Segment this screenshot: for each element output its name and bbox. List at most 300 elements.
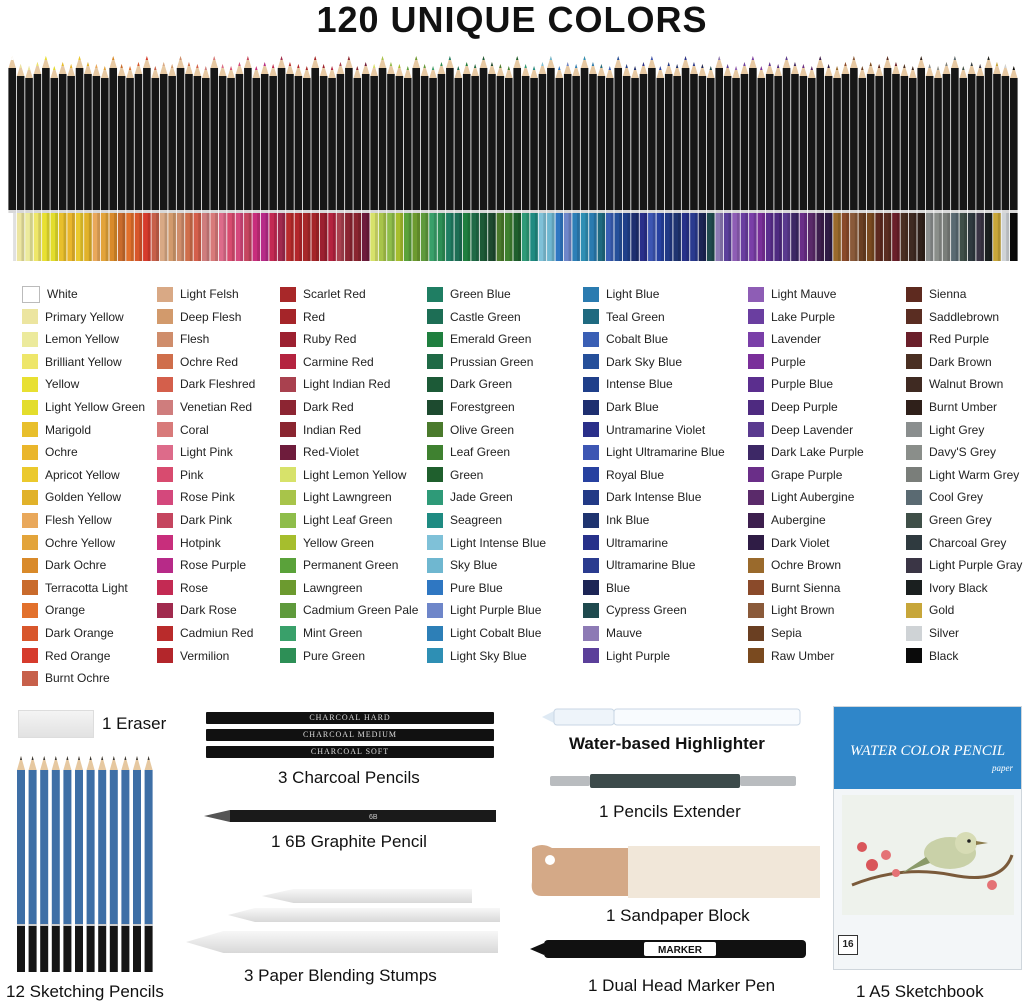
color-swatch-item: [280, 283, 366, 305]
color-swatch-item: [906, 622, 959, 644]
color-name: Light Purple Blue: [450, 603, 542, 618]
color-chip: [748, 354, 764, 369]
color-name: Light Brown: [771, 603, 835, 618]
color-swatch-item: [157, 645, 229, 667]
colored-pencil: [421, 64, 429, 261]
colored-pencil: [699, 64, 707, 261]
color-chip: [280, 354, 296, 369]
color-chip: [906, 377, 922, 392]
color-chip: [280, 626, 296, 641]
color-swatch-item: [22, 532, 115, 554]
colored-pencil: [665, 62, 673, 261]
color-chip: [906, 467, 922, 482]
color-chip: [157, 626, 173, 641]
color-swatch-item: [427, 328, 531, 350]
color-chip: [157, 354, 173, 369]
color-swatch-item: [280, 351, 374, 373]
color-name: Light Ultramarine Blue: [606, 445, 725, 460]
sketching-pencil: [145, 756, 153, 972]
color-swatch-item: [748, 464, 842, 486]
color-name: Light Grey: [929, 422, 985, 437]
color-name: Lawngreen: [303, 580, 363, 595]
colored-pencil: [825, 64, 833, 261]
color-swatch-item: [427, 577, 503, 599]
colored-pencil: [976, 64, 984, 261]
colored-pencil: [943, 62, 951, 261]
color-swatch-item: [427, 441, 510, 463]
color-name: Rose: [180, 580, 209, 595]
color-chip: [427, 535, 443, 550]
color-swatch-item: [427, 486, 513, 508]
colored-pencil: [842, 62, 850, 261]
color-chip: [906, 558, 922, 573]
color-name: Light Blue: [606, 287, 660, 301]
color-chip: [22, 603, 38, 618]
color-chip: [157, 287, 173, 302]
color-chip: [427, 513, 443, 528]
colored-pencil: [126, 66, 134, 261]
color-name: Cadmiun Red: [180, 626, 254, 640]
eraser-label: 1 Eraser: [102, 714, 167, 733]
colored-pencil: [926, 64, 934, 261]
colored-pencil: [93, 64, 101, 261]
colored-pencil: [67, 64, 75, 261]
colored-pencil: [362, 62, 370, 261]
color-chip: [906, 603, 922, 618]
color-chip: [157, 400, 173, 415]
color-chip: [748, 580, 764, 595]
color-swatch-item: [427, 419, 514, 441]
colored-pencil: [648, 56, 656, 261]
color-name: Sepia: [771, 626, 802, 640]
sketching-pencil: [110, 756, 118, 972]
color-swatch-item: [583, 306, 665, 328]
color-chip: [748, 309, 764, 324]
colored-pencil: [858, 66, 866, 261]
colored-pencil: [850, 56, 858, 261]
sketchbook-sheet-count: 16: [838, 935, 858, 955]
color-name: Light Aubergine: [771, 490, 855, 505]
colored-pencil: [564, 62, 572, 261]
colored-pencil: [741, 62, 749, 261]
color-swatch-item: [906, 306, 999, 328]
color-chip: [427, 580, 443, 595]
colored-pencil: [513, 56, 521, 261]
color-swatch-item: [583, 419, 705, 441]
color-chip: [583, 535, 599, 550]
blending-stumps-label: 3 Paper Blending Stumps: [244, 966, 437, 985]
color-name: Emerald Green: [450, 332, 532, 347]
colored-pencil: [151, 66, 159, 261]
color-name: Teal Green: [606, 309, 665, 324]
color-swatch-item: [157, 373, 255, 395]
color-name: Carmine Red: [303, 354, 374, 369]
color-name: Mauve: [606, 626, 643, 640]
color-swatch-item: [906, 328, 989, 350]
color-chip: [748, 558, 764, 573]
pencil-extender-label: 1 Pencils Extender: [599, 802, 741, 821]
highlighter-label: Water-based Highlighter: [569, 734, 765, 753]
sandpaper-block-label: 1 Sandpaper Block: [606, 906, 750, 925]
colored-pencil: [833, 66, 841, 261]
colored-pencil: [446, 56, 454, 261]
colored-pencil: [244, 56, 252, 261]
color-chip: [906, 513, 922, 528]
colored-pencil: [412, 56, 420, 261]
colored-pencil: [328, 66, 336, 261]
colored-pencil: [387, 62, 395, 261]
colored-pencil: [522, 64, 530, 261]
colored-pencil: [42, 56, 50, 261]
color-chip: [583, 400, 599, 415]
color-swatch-item: [748, 396, 838, 418]
color-swatch-item: [157, 396, 252, 418]
color-swatch-item: [906, 645, 958, 667]
color-chip: [157, 580, 173, 595]
color-swatch-item: [157, 441, 233, 463]
color-chip: [583, 354, 599, 369]
color-chip: [583, 445, 599, 460]
color-name: Aubergine: [771, 513, 826, 527]
color-name: Hotpink: [180, 535, 221, 550]
color-swatch-item: [906, 532, 1006, 554]
charcoal-pencil-medium: CHARCOAL MEDIUM: [206, 729, 494, 741]
color-chip: [906, 580, 922, 595]
color-swatch-item: [427, 396, 515, 418]
color-name: Permanent Green: [303, 558, 399, 573]
color-chip: [583, 513, 599, 528]
colored-pencil: [278, 56, 286, 261]
colored-pencil: [631, 66, 639, 261]
color-name: Intense Blue: [606, 377, 673, 392]
colored-pencil: [791, 62, 799, 261]
colored-pencil: [783, 56, 791, 261]
color-chip: [280, 648, 296, 663]
colored-pencil: [606, 66, 614, 261]
color-name: Dark Lake Purple: [771, 445, 864, 460]
color-name: Blue: [606, 580, 631, 595]
color-name: Marigold: [45, 422, 92, 437]
color-name: Pure Blue: [450, 580, 503, 595]
color-name: Golden Yellow: [45, 490, 122, 505]
color-chip: [427, 332, 443, 347]
color-name: Cobalt Blue: [606, 332, 669, 347]
colored-pencil: [993, 62, 1001, 261]
color-swatch-item: [906, 464, 1019, 486]
color-swatch-item: [906, 509, 992, 531]
color-name: Dark Pink: [180, 513, 233, 527]
color-name: Ochre: [45, 445, 78, 460]
colored-pencil: [555, 66, 563, 261]
color-chip: [157, 513, 173, 528]
color-swatch-item: [748, 419, 853, 441]
pencil-extender: [550, 772, 796, 790]
color-name: Yellow Green: [303, 535, 374, 550]
sketching-pencil: [29, 756, 37, 972]
colored-pencil: [471, 64, 479, 261]
colored-pencil: [623, 64, 631, 261]
colored-pencil: [682, 56, 690, 261]
colored-pencil: [34, 62, 42, 261]
color-swatch-item: [906, 396, 997, 418]
color-chip: [22, 490, 38, 505]
color-swatch-item: [583, 577, 630, 599]
color-swatch-item: [22, 486, 121, 508]
color-name: Light Leaf Green: [303, 513, 393, 527]
color-swatch-item: [22, 373, 79, 395]
color-swatch-item: [22, 441, 78, 463]
color-swatch-item: [748, 306, 835, 328]
color-name: Dark Rose: [180, 603, 237, 618]
color-chip: [157, 490, 173, 505]
color-name: Cypress Green: [606, 603, 687, 618]
colored-pencil: [547, 56, 555, 261]
color-swatch-item: [280, 328, 356, 350]
colored-pencil: [757, 66, 765, 261]
color-swatch-item: [157, 509, 232, 531]
color-swatch-item: [906, 351, 992, 373]
color-chip: [583, 648, 599, 663]
color-name: Light Lemon Yellow: [303, 467, 407, 482]
color-name: Venetian Red: [180, 400, 253, 414]
color-name: Grape Purple: [771, 467, 843, 482]
color-chip: [906, 309, 922, 324]
color-swatch-item: [280, 532, 374, 554]
colored-pencil: [909, 66, 917, 261]
color-name: Light Sky Blue: [450, 648, 527, 663]
color-name: Light Purple: [606, 648, 671, 663]
color-swatch-item: [22, 419, 91, 441]
color-swatch-item: [427, 599, 541, 621]
colored-pencil: [337, 62, 345, 261]
svg-text:6B: 6B: [369, 814, 378, 821]
color-name: Sienna: [929, 287, 967, 301]
colored-pencil: [438, 62, 446, 261]
color-swatch-item: [157, 599, 237, 621]
colored-pencil: [530, 66, 538, 261]
color-chip: [22, 286, 40, 303]
color-chip: [157, 422, 173, 437]
color-swatch-item: [280, 306, 325, 328]
color-chip: [906, 445, 922, 460]
colored-pencil: [505, 66, 513, 261]
colored-pencil: [934, 66, 942, 261]
colored-pencil: [143, 56, 151, 261]
color-chip: [748, 513, 764, 528]
color-swatch-item: [906, 373, 1003, 395]
color-chip: [280, 309, 296, 324]
color-name: Ink Blue: [606, 513, 650, 527]
blending-stump-2: [228, 908, 500, 922]
colored-pencil: [295, 64, 303, 261]
color-swatch-item: [583, 645, 670, 667]
color-name: Primary Yellow: [45, 309, 124, 324]
color-swatch-item: [427, 351, 533, 373]
color-name: Light Pink: [180, 445, 233, 460]
colored-pencil: [50, 66, 58, 261]
colored-pencil: [353, 66, 361, 261]
colored-pencil: [59, 62, 67, 261]
color-name: Prussian Green: [450, 354, 534, 369]
colored-pencil: [1010, 66, 1018, 261]
color-swatch-item: [583, 486, 701, 508]
colored-pencil: [185, 62, 193, 261]
color-swatch-item: [583, 622, 642, 644]
colored-pencil: [808, 66, 816, 261]
color-swatch-item: [22, 509, 112, 531]
color-name: Rose Purple: [180, 558, 247, 573]
colored-pencil: [370, 64, 378, 261]
colored-pencil: [8, 56, 16, 261]
sketching-pencil: [87, 756, 95, 972]
color-chip: [906, 332, 922, 347]
color-name: Burnt Ochre: [45, 671, 110, 686]
colored-pencil: [800, 64, 808, 261]
color-name: Ultramarine: [606, 535, 669, 550]
color-name: Dark Intense Blue: [606, 490, 702, 505]
color-chip: [280, 377, 296, 392]
color-chip: [280, 287, 296, 302]
color-name: Light Yellow Green: [45, 400, 146, 414]
color-swatch-item: [427, 306, 521, 328]
colored-pencil: [429, 66, 437, 261]
color-chip: [280, 467, 296, 482]
color-swatch-item: [280, 599, 418, 621]
color-chip: [583, 467, 599, 482]
colored-pencil: [488, 62, 496, 261]
color-name: Ochre Brown: [771, 558, 842, 573]
color-chip: [583, 558, 599, 573]
color-name: Red Orange: [45, 648, 111, 663]
color-name: Light Lawngreen: [303, 490, 392, 505]
color-name: Walnut Brown: [929, 377, 1004, 392]
colored-pencil: [640, 62, 648, 261]
color-name: Ultramarine Blue: [606, 558, 696, 573]
color-name: Light Purple Gray: [929, 558, 1023, 573]
color-name: Deep Lavender: [771, 422, 854, 437]
color-name: Dark Fleshred: [180, 377, 256, 392]
color-chip: [427, 648, 443, 663]
color-name: Deep Purple: [771, 400, 838, 414]
color-name: Coral: [180, 422, 209, 437]
color-chip: [583, 626, 599, 641]
colored-pencil: [194, 64, 202, 261]
color-chip: [906, 626, 922, 641]
colored-pencil: [76, 56, 84, 261]
color-swatch-item: [157, 328, 209, 350]
color-name: Yellow: [45, 377, 80, 392]
color-chip: [22, 535, 38, 550]
graphite-pencil-label: 1 6B Graphite Pencil: [271, 832, 427, 851]
colored-pencil: [227, 66, 235, 261]
sketchbook: [833, 706, 1022, 970]
color-swatch-item: [280, 645, 365, 667]
colored-pencil: [463, 62, 471, 261]
color-chip: [427, 626, 443, 641]
color-chip: [22, 332, 38, 347]
colored-pencil: [724, 64, 732, 261]
color-name: Light Mauve: [771, 287, 837, 301]
color-name: Ivory Black: [929, 580, 988, 595]
color-name: Pure Green: [303, 648, 366, 663]
color-swatch-item: [22, 599, 85, 621]
colored-pencil: [917, 56, 925, 261]
colored-pencil: [589, 62, 597, 261]
color-swatch-item: [280, 577, 362, 599]
color-name: Raw Umber: [771, 648, 835, 663]
colored-pencil: [707, 66, 715, 261]
color-name: Leaf Green: [450, 445, 511, 460]
color-swatch-item: [157, 464, 203, 486]
color-swatch-item: [748, 645, 834, 667]
charcoal-pencils-label: 3 Charcoal Pencils: [278, 768, 420, 787]
color-swatch-item: [748, 373, 833, 395]
colored-pencil: [572, 64, 580, 261]
color-swatch-item: [583, 396, 659, 418]
color-chip: [22, 513, 38, 528]
color-name: Davy'S Grey: [929, 445, 996, 460]
colored-pencil: [160, 62, 168, 261]
colored-pencil: [816, 56, 824, 261]
colored-pencil: [404, 66, 412, 261]
color-chip: [583, 422, 599, 437]
color-chip: [22, 309, 38, 324]
color-chip: [748, 467, 764, 482]
colored-pencil: [892, 62, 900, 261]
colored-pencil: [303, 66, 311, 261]
color-swatch-item: [157, 486, 235, 508]
color-chip: [427, 558, 443, 573]
color-name: Gold: [929, 603, 955, 618]
color-chip: [906, 422, 922, 437]
color-swatch-item: [748, 554, 841, 576]
color-swatch-item: [427, 373, 512, 395]
color-swatch-item: [22, 396, 145, 418]
color-swatch-item: [583, 509, 649, 531]
color-swatch-item: [583, 351, 682, 373]
colored-pencil: [210, 56, 218, 261]
color-chip: [583, 287, 599, 302]
color-name: Ochre Red: [180, 354, 239, 369]
colored-pencil: [135, 62, 143, 261]
color-chip: [748, 377, 764, 392]
colored-pencil: [25, 66, 33, 261]
colored-pencil: [202, 66, 210, 261]
highlighter: [542, 706, 804, 728]
color-chip: [906, 490, 922, 505]
svg-text:MARKER: MARKER: [658, 945, 702, 956]
color-chip: [748, 490, 764, 505]
color-swatch-item: [583, 464, 664, 486]
color-name: Burnt Sienna: [771, 580, 841, 595]
color-swatch-item: [427, 554, 497, 576]
color-swatch-item: [748, 328, 821, 350]
colored-pencil: [109, 56, 117, 261]
colored-pencil: [311, 56, 319, 261]
color-chip: [427, 287, 443, 302]
color-name: Red Purple: [929, 332, 990, 347]
colored-pencil: [959, 66, 967, 261]
color-chip: [748, 535, 764, 550]
color-name: Sky Blue: [450, 558, 498, 573]
sketching-pencil: [17, 756, 25, 972]
color-swatch-item: [280, 441, 359, 463]
color-name: Flesh: [180, 332, 210, 347]
color-swatch-item: [583, 532, 668, 554]
color-name: Light Intense Blue: [450, 535, 547, 550]
color-name: Scarlet Red: [303, 287, 366, 301]
sketchbook-title: WATER COLOR PENCIL: [850, 743, 1006, 759]
